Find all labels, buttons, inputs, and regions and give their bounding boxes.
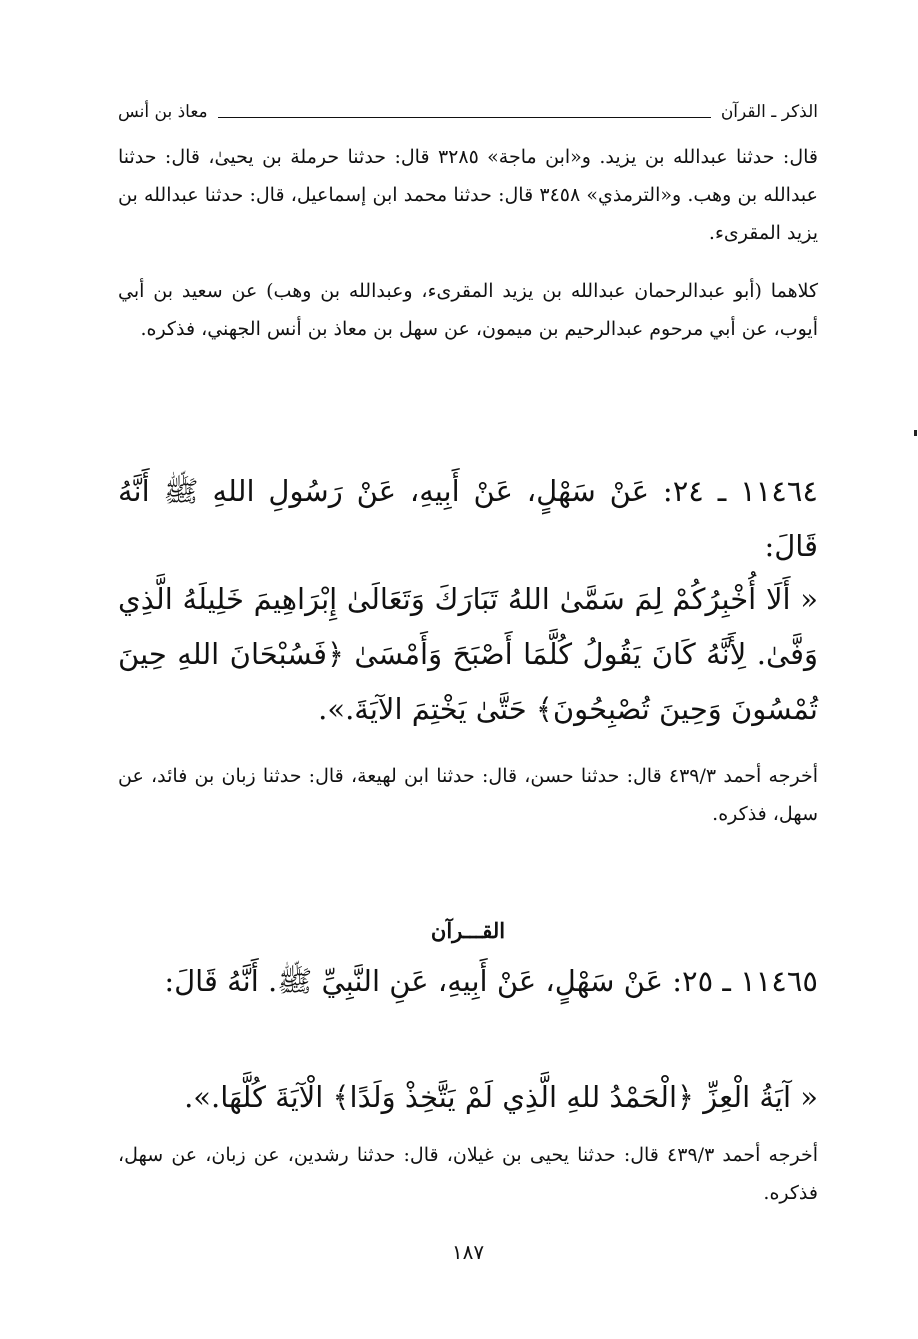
paragraph-chains-continued: قال: حدثنا عبدالله بن يزيد. و«ابن ماجة» ٣٢٨٥ قال: حدثنا حرملة بن يحيىٰ، قال: حدثنا عبدالله بن وهب. و«الترمذي» ٣٤٥٨ قال: حدثنا محمد ابن إسماعيل، قال: حدثنا عبدالله بن يزيد المقرىء. — [118, 146, 818, 244]
hadith-11464-takhrij: أخرجه أحمد ٤٣٩/٣ قال: حدثنا حسن، قال: حدثنا ابن لهيعة، قال: حدثنا زبان بن فائد، عن سهل، فذكره. — [118, 765, 818, 825]
scan-speck — [914, 430, 917, 436]
hadith-11464-heading: ١١٤٦٤ ـ ٢٤: عَنْ سَهْلٍ، عَنْ أَبِيهِ، عَنْ رَسُولِ اللهِ ﷺ أَنَّهُ قَالَ: — [118, 474, 818, 563]
hadith-11465-heading: ١١٤٦٥ ـ ٢٥: عَنْ سَهْلٍ، عَنْ أَبِيهِ، عَنِ النَّبِيِّ ﷺ. أَنَّهُ قَالَ: — [164, 964, 818, 998]
running-header — [118, 100, 818, 124]
book-page — [118, 92, 818, 1292]
hadith-11465-text: « آيَةُ الْعِزِّ ﴿الْحَمْدُ للهِ الَّذِي لَمْ يَتَّخِذْ وَلَدًا﴾ الْآيَةَ كُلَّهَا.». — [184, 1080, 818, 1114]
header-chapter-title: الذكر ـ القرآن — [720, 102, 818, 122]
section-title: القـــرآن — [430, 918, 506, 943]
paragraph-both-narrators: كلاهما (أبو عبدالرحمان عبدالله بن يزيد المقرىء، وعبدالله بن وهب) عن سعيد بن أبي أيوب، عن أبي مرحوم عبدالرحيم بن ميمون، عن سهل بن معاذ بن أنس الجهني، فذكره. — [118, 280, 818, 340]
page-number: ١٨٧ — [451, 1240, 485, 1264]
header-rule — [218, 117, 711, 118]
hadith-11464-text: « أَلَا أُخْبِرُكُمْ لِمَ سَمَّىٰ اللهُ تَبَارَكَ وَتَعَالَىٰ إِبْرَاهِيمَ خَلِيلَهُ الَّذِي وَفَّىٰ. لِأَنَّهُ كَانَ يَقُولُ كُلَّمَا أَصْبَحَ وَأَمْسَىٰ ﴿فَسُبْحَانَ اللهِ حِينَ تُمْسُونَ وَحِينَ تُصْبِحُونَ﴾ حَتَّىٰ يَخْتِمَ الآيَةَ.». — [118, 582, 818, 726]
hadith-11465-takhrij: أخرجه أحمد ٤٣٩/٣ قال: حدثنا يحيى بن غيلان، قال: حدثنا رشدين، عن زبان، عن سهل، فذكره. — [118, 1144, 818, 1204]
header-companion-name: معاذ بن أنس — [118, 102, 208, 122]
